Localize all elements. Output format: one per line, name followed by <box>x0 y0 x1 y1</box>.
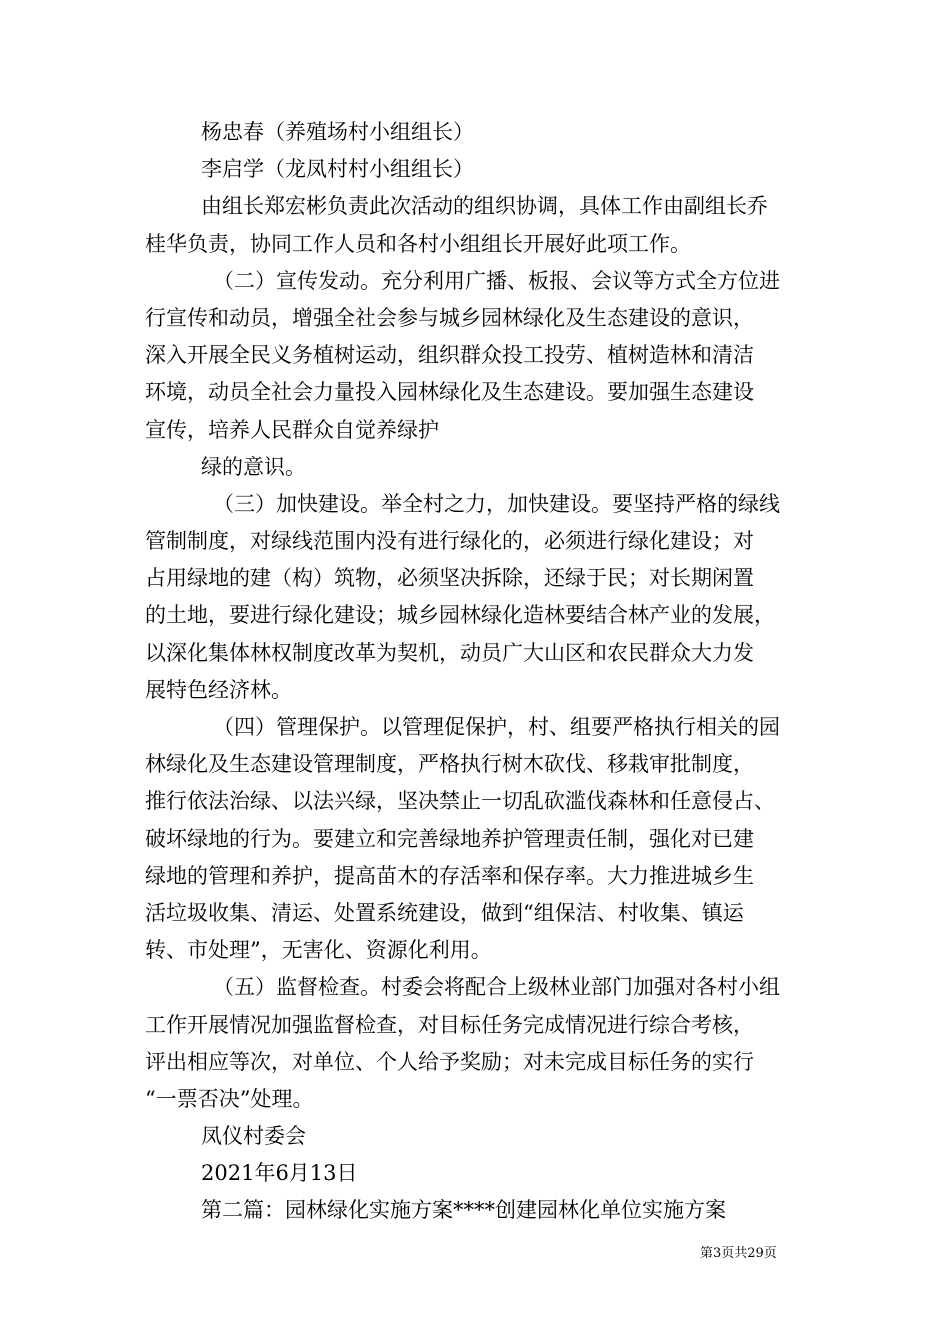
text-line: 工作开展情况加强监督检查，对目标任务完成情况进行综合考核， <box>145 1012 754 1037</box>
text-line: 由组长郑宏彬负责此次活动的组织协调，具体工作由副组长乔 <box>201 194 768 219</box>
text-line: 行宣传和动员，增强全社会参与城乡园林绿化及生态建设的意识， <box>145 305 754 330</box>
text-line: （四）管理保护。以管理促保护，村、组要严格执行相关的园 <box>213 715 780 739</box>
text-line: 桂华负责，协同工作人员和各村小组组长开展好此项工作。 <box>145 231 691 256</box>
text-line: 展特色经济林。 <box>145 677 292 702</box>
page-number: 第3页共29页 <box>700 1246 777 1261</box>
text-line: 活垃圾收集、清运、处置系统建设，做到“组保洁、村收集、镇运 <box>145 900 744 925</box>
signature-date: 2021年6月13日 <box>201 1161 358 1186</box>
signature-org: 凤仪村委会 <box>201 1124 306 1149</box>
document-body <box>145 114 817 1230</box>
text-line: 环境，动员全社会力量投入园林绿化及生态建设。要加强生态建设 <box>145 380 754 405</box>
text-line: “一票否决”处理。 <box>145 1086 314 1111</box>
text-line: 占用绿地的建（构）筑物，必须坚决拆除，还绿于民；对长期闲置 <box>145 566 754 591</box>
text-line: 转、市处理”，无害化、资源化利用。 <box>145 938 492 963</box>
text-line: 深入开展全民义务植树运动，组织群众投工投劳、植树造林和清洁 <box>145 343 754 368</box>
text-line: 绿的意识。 <box>201 454 306 479</box>
text-line: 评出相应等次，对单位、个人给予奖励；对未完成目标任务的实行 <box>145 1049 754 1074</box>
section-heading: 第二篇：园林绿化实施方案****创建园林化单位实施方案 <box>201 1198 726 1223</box>
text-line: 以深化集体林权制度改革为契机，动员广大山区和农民群众大力发 <box>145 640 754 665</box>
text-line: （三）加快建设。举全村之力，加快建设。要坚持严格的绿线 <box>213 491 780 516</box>
text-line: 管制制度，对绿线范围内没有进行绿化的，必须进行绿化建设；对 <box>145 529 754 554</box>
text-line: 绿地的管理和养护，提高苗木的存活率和保存率。大力推进城乡生 <box>145 863 754 888</box>
text-line: 的土地，要进行绿化建设；城乡园林绿化造林要结合林产业的发展， <box>145 603 775 628</box>
text-line: （二）宣传发动。充分利用广播、板报、会议等方式全方位进 <box>213 268 780 293</box>
text-line: 宣传，培养人民群众自觉养绿护 <box>145 417 439 442</box>
text-line: 杨忠春（养殖场村小组组长） <box>201 120 474 144</box>
text-line: 推行依法治绿、以法兴绿，坚决禁止一切乱砍滥伐森林和任意侵占、 <box>145 789 775 814</box>
text-line: （五）监督检查。村委会将配合上级林业部门加强对各村小组 <box>213 975 780 1000</box>
text-line: 林绿化及生态建设管理制度，严格执行树木砍伐、移栽审批制度， <box>145 752 754 777</box>
text-line: 破坏绿地的行为。要建立和完善绿地养护管理责任制，强化对已建 <box>145 826 754 851</box>
text-line: 李启学（龙凤村村小组组长） <box>201 157 474 182</box>
